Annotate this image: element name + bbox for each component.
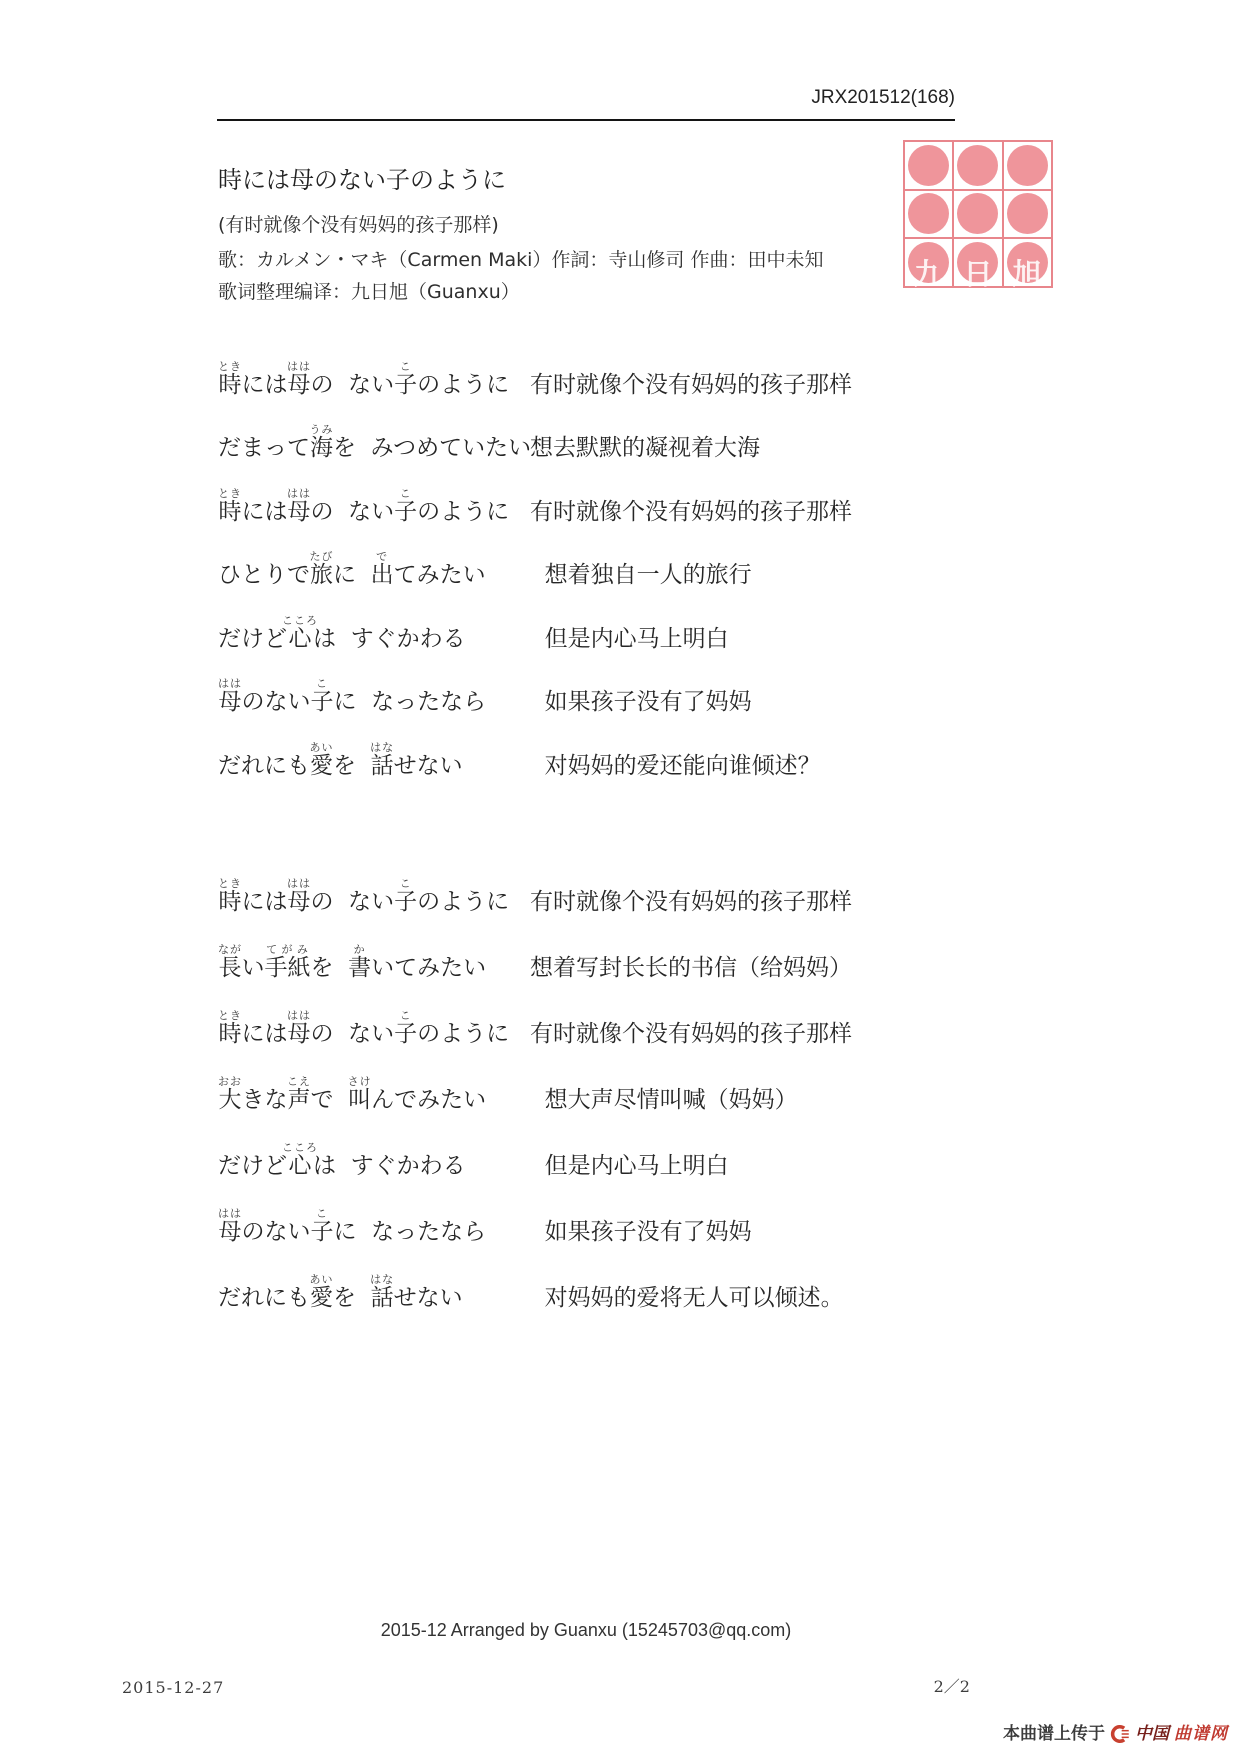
lyrics-verse-2: [218, 849, 852, 1311]
watermark-site-part1: 中国: [1135, 1723, 1169, 1744]
lyric-chinese-translation: 对妈妈的爱将无人可以倾述。: [530, 1285, 844, 1312]
lyric-line: [218, 715, 852, 779]
stamp-cell: [905, 239, 952, 291]
lyric-chinese-translation: 对妈妈的爱还能向谁倾述？: [530, 752, 821, 779]
stamp-cell: [1004, 239, 1051, 291]
stamp-cell: [905, 191, 952, 238]
stamp-circle: [957, 193, 998, 234]
lyric-line: [218, 588, 852, 652]
lyric-line: [218, 334, 852, 398]
stamp-circle: [908, 193, 949, 234]
lyric-chinese-translation: 有时就像个没有妈妈的孩子那样: [530, 371, 852, 398]
stamp-circle: [957, 145, 998, 186]
lyric-chinese-translation: 有时就像个没有妈妈的孩子那样: [530, 889, 852, 916]
lyric-line: [218, 1179, 852, 1245]
credits-line-1: 歌：カルメン・マキ（Carmen Maki）作詞：寺山修司 作曲：田中未知: [218, 249, 824, 271]
song-title: 時には母のない子のように: [218, 166, 506, 194]
lyric-line: [218, 1047, 852, 1113]
lyric-chinese-translation: 如果孩子没有了妈妈: [530, 1219, 752, 1246]
lyric-japanese: 大おおきな声こえで 叫さけんでみたい: [218, 1075, 487, 1114]
site-watermark: [1003, 1724, 1228, 1744]
stamp-cell: [954, 191, 1001, 238]
stamp-cell: [1004, 191, 1051, 238]
lyric-line: [218, 652, 852, 716]
arranger-note: 2015-12 Arranged by Guanxu (15245703@qq.com): [380, 1620, 792, 1640]
stamp-circle: [908, 145, 949, 186]
lyric-japanese: だけど心こころは すぐかわる: [218, 613, 466, 652]
lyric-line: [218, 1245, 852, 1311]
lyric-japanese: だけど心こころは すぐかわる: [218, 1141, 466, 1180]
lyric-chinese-translation: 但是内心马上明白: [530, 625, 729, 652]
stamp-circle: [1007, 193, 1048, 234]
lyric-line: [218, 981, 852, 1047]
lyric-chinese-translation: 想着独自一人的旅行: [530, 562, 752, 589]
lyric-chinese-translation: 有时就像个没有妈妈的孩子那样: [530, 498, 852, 525]
lyric-line: [218, 849, 852, 915]
stamp-cell: [1004, 142, 1051, 189]
lyric-japanese: 時ときには母ははの ない子このように: [218, 359, 510, 398]
lyric-line: [218, 915, 852, 981]
lyric-japanese: 長ながい手紙てがみを 書かいてみたい: [218, 943, 487, 982]
stamp-character: 日: [963, 257, 993, 291]
lyric-chinese-translation: 想去默默的凝视着大海: [530, 435, 760, 462]
page-number: 2／2: [933, 1677, 970, 1696]
lyric-japanese: 母ははのない子こに なったなら: [218, 677, 487, 716]
lyric-line: [218, 1113, 852, 1179]
doc-code: JRX201512(168): [811, 87, 955, 108]
lyric-line: [218, 398, 852, 462]
lyric-chinese-translation: 想大声尽情叫喊（妈妈）: [530, 1087, 798, 1114]
lyric-line: [218, 525, 852, 589]
publisher-stamp: [903, 140, 1053, 291]
lyric-japanese: ひとりで旅たびに 出でてみたい: [218, 550, 486, 589]
lyric-japanese: 母ははのない子こに なったなら: [218, 1207, 487, 1246]
lyric-chinese-translation: 有时就像个没有妈妈的孩子那样: [530, 1021, 852, 1048]
stamp-character: 旭: [1012, 257, 1042, 291]
lyrics-verse-1: [218, 334, 852, 779]
lyric-japanese: だれにも愛あいを 話はなせない: [218, 740, 463, 779]
lyric-japanese: だまって海うみを みつめていたい: [218, 423, 532, 462]
lyric-chinese-translation: 但是内心马上明白: [530, 1153, 729, 1180]
song-subtitle: (有时就像个没有妈妈的孩子那样): [218, 214, 499, 236]
lyric-chinese-translation: 如果孩子没有了妈妈: [530, 689, 752, 716]
quputu-logo-icon: [1110, 1724, 1130, 1744]
lyric-japanese: 時ときには母ははの ない子このように: [218, 1009, 510, 1048]
date-label: 2015-12-27: [122, 1678, 225, 1697]
lyric-chinese-translation: 想着写封长长的书信（给妈妈）: [530, 955, 852, 982]
lyric-japanese: だれにも愛あいを 話はなせない: [218, 1273, 463, 1312]
stamp-cell: [954, 239, 1001, 291]
lyric-japanese: 時ときには母ははの ない子このように: [218, 877, 510, 916]
header-rule: [217, 119, 955, 121]
lyric-japanese: 時ときには母ははの ない子このように: [218, 486, 510, 525]
watermark-prefix: 本曲谱上传于: [1003, 1723, 1105, 1744]
credits-line-2: 歌词整理编译：九日旭（Guanxu）: [218, 281, 520, 303]
lyric-line: [218, 461, 852, 525]
watermark-site-part2: 曲谱网: [1174, 1723, 1228, 1744]
stamp-circle: [1007, 145, 1048, 186]
stamp-character: 九: [914, 257, 944, 291]
stamp-cell: [905, 142, 952, 189]
stamp-cell: [954, 142, 1001, 189]
